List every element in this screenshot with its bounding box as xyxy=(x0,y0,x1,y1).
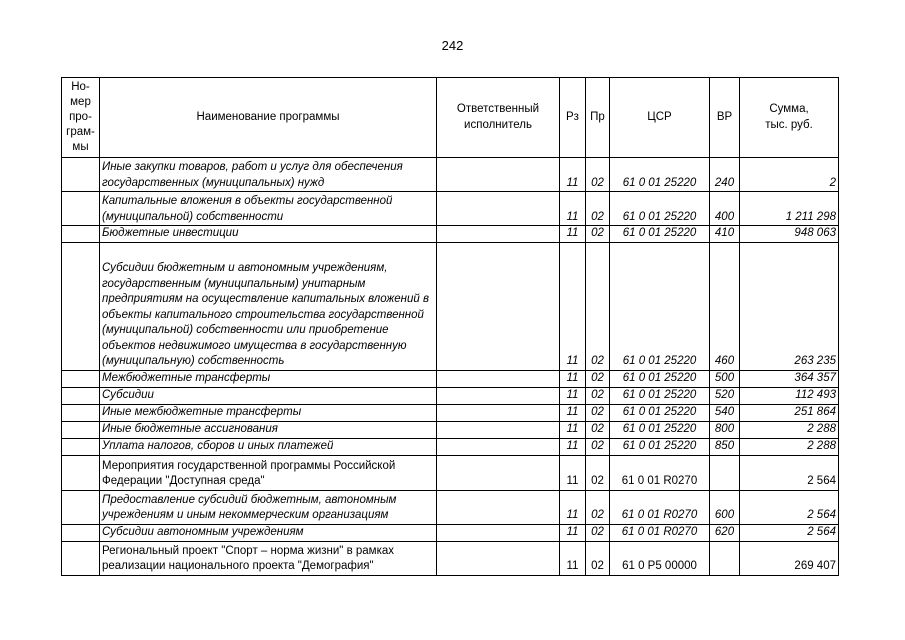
cell-responsible xyxy=(437,404,560,421)
cell-vr: 240 xyxy=(710,158,740,192)
table-row xyxy=(62,490,839,524)
cell-pr: 02 xyxy=(586,242,610,370)
cell-name: Иные межбюджетные трансферты xyxy=(100,404,437,421)
cell-responsible xyxy=(437,387,560,404)
cell-number xyxy=(62,242,100,370)
cell-rz: 11 xyxy=(560,387,586,404)
header-csr: ЦСР xyxy=(610,78,710,158)
cell-number xyxy=(62,387,100,404)
cell-vr xyxy=(710,541,740,575)
cell-responsible xyxy=(437,370,560,387)
cell-pr: 02 xyxy=(586,524,610,541)
cell-csr: 61 0 01 25220 xyxy=(610,438,710,455)
cell-sum: 269 407 xyxy=(740,541,839,575)
cell-pr: 02 xyxy=(586,438,610,455)
cell-name: Мероприятия государственной программы Российской Федерации "Доступная среда" xyxy=(100,455,437,490)
cell-name: Иные закупки товаров, работ и услуг для обеспечения государственных (муниципальных) нужд xyxy=(100,158,437,192)
cell-name: Предоставление субсидий бюджетным, автономным учреждениям и иным некоммерческим организациям xyxy=(100,490,437,524)
cell-number xyxy=(62,438,100,455)
cell-name: Уплата налогов, сборов и иных платежей xyxy=(100,438,437,455)
cell-number xyxy=(62,404,100,421)
cell-sum: 948 063 xyxy=(740,226,839,243)
cell-vr: 400 xyxy=(710,192,740,226)
cell-name: Субсидии автономным учреждениям xyxy=(100,524,437,541)
cell-number xyxy=(62,158,100,192)
cell-pr: 02 xyxy=(586,192,610,226)
cell-number xyxy=(62,490,100,524)
cell-rz: 11 xyxy=(560,421,586,438)
cell-pr: 02 xyxy=(586,226,610,243)
cell-vr: 620 xyxy=(710,524,740,541)
cell-number xyxy=(62,541,100,575)
cell-name: Субсидии xyxy=(100,387,437,404)
header-rz: Рз xyxy=(560,78,586,158)
table-row xyxy=(62,226,839,243)
cell-sum: 2 564 xyxy=(740,455,839,490)
page-number: 242 xyxy=(441,38,464,53)
cell-sum: 364 357 xyxy=(740,370,839,387)
cell-number xyxy=(62,370,100,387)
cell-vr: 600 xyxy=(710,490,740,524)
cell-responsible xyxy=(437,226,560,243)
cell-number xyxy=(62,455,100,490)
cell-responsible xyxy=(437,455,560,490)
cell-vr xyxy=(710,455,740,490)
header-sum xyxy=(740,78,839,158)
table-row xyxy=(62,192,839,226)
cell-rz: 11 xyxy=(560,490,586,524)
cell-rz: 11 xyxy=(560,455,586,490)
cell-csr: 61 0 01 R0270 xyxy=(610,490,710,524)
cell-name: Региональный проект "Спорт – норма жизни" в рамках реализации национального проекта "Демография" xyxy=(100,541,437,575)
header-name: Наименование программы xyxy=(100,78,437,158)
cell-pr: 02 xyxy=(586,404,610,421)
cell-sum: 2 288 xyxy=(740,421,839,438)
cell-sum: 2 xyxy=(740,158,839,192)
cell-responsible xyxy=(437,438,560,455)
cell-vr: 540 xyxy=(710,404,740,421)
cell-number xyxy=(62,192,100,226)
header-responsible: Ответственный исполнитель xyxy=(437,78,560,158)
cell-number xyxy=(62,524,100,541)
cell-vr: 410 xyxy=(710,226,740,243)
cell-responsible xyxy=(437,192,560,226)
cell-vr: 520 xyxy=(710,387,740,404)
cell-rz: 11 xyxy=(560,524,586,541)
cell-rz: 11 xyxy=(560,404,586,421)
cell-responsible xyxy=(437,242,560,370)
cell-vr: 800 xyxy=(710,421,740,438)
cell-csr: 61 0 01 25220 xyxy=(610,404,710,421)
cell-csr: 61 0 P5 00000 xyxy=(610,541,710,575)
cell-name: Иные бюджетные ассигнования xyxy=(100,421,437,438)
cell-responsible xyxy=(437,490,560,524)
cell-csr: 61 0 01 25220 xyxy=(610,387,710,404)
cell-rz: 11 xyxy=(560,438,586,455)
cell-responsible xyxy=(437,541,560,575)
cell-pr: 02 xyxy=(586,387,610,404)
cell-csr: 61 0 01 R0270 xyxy=(610,524,710,541)
cell-number xyxy=(62,226,100,243)
cell-vr: 460 xyxy=(710,242,740,370)
table-row xyxy=(62,524,839,541)
cell-csr: 61 0 01 25220 xyxy=(610,421,710,438)
cell-vr: 500 xyxy=(710,370,740,387)
budget-table xyxy=(61,77,839,576)
cell-sum: 263 235 xyxy=(740,242,839,370)
table-row xyxy=(62,438,839,455)
cell-csr: 61 0 01 R0270 xyxy=(610,455,710,490)
cell-rz: 11 xyxy=(560,370,586,387)
cell-number xyxy=(62,421,100,438)
cell-pr: 02 xyxy=(586,421,610,438)
cell-csr: 61 0 01 25220 xyxy=(610,192,710,226)
table-row xyxy=(62,404,839,421)
cell-sum: 2 564 xyxy=(740,490,839,524)
header-number-text: Но- мер про- грам- мы xyxy=(66,81,95,153)
cell-sum: 1 211 298 xyxy=(740,192,839,226)
cell-csr: 61 0 01 25220 xyxy=(610,226,710,243)
cell-pr: 02 xyxy=(586,455,610,490)
cell-name: Межбюджетные трансферты xyxy=(100,370,437,387)
cell-csr: 61 0 01 25220 xyxy=(610,158,710,192)
cell-name: Бюджетные инвестиции xyxy=(100,226,437,243)
cell-name: Капитальные вложения в объекты государственной (муниципальной) собственности xyxy=(100,192,437,226)
table-row xyxy=(62,421,839,438)
header-number xyxy=(62,78,100,158)
header-vr: ВР xyxy=(710,78,740,158)
cell-responsible xyxy=(437,524,560,541)
cell-sum: 251 864 xyxy=(740,404,839,421)
table-row xyxy=(62,158,839,192)
cell-rz: 11 xyxy=(560,242,586,370)
cell-csr: 61 0 01 25220 xyxy=(610,242,710,370)
cell-rz: 11 xyxy=(560,192,586,226)
table-row xyxy=(62,242,839,370)
cell-pr: 02 xyxy=(586,541,610,575)
cell-rz: 11 xyxy=(560,158,586,192)
table-header-row xyxy=(62,78,839,158)
cell-csr: 61 0 01 25220 xyxy=(610,370,710,387)
table-row xyxy=(62,455,839,490)
cell-responsible xyxy=(437,421,560,438)
table-row xyxy=(62,541,839,575)
cell-sum: 2 564 xyxy=(740,524,839,541)
cell-pr: 02 xyxy=(586,370,610,387)
cell-responsible xyxy=(437,158,560,192)
cell-sum: 112 493 xyxy=(740,387,839,404)
cell-rz: 11 xyxy=(560,226,586,243)
table-row xyxy=(62,387,839,404)
table-row xyxy=(62,370,839,387)
cell-vr: 850 xyxy=(710,438,740,455)
header-sum-text: Сумма, тыс. руб. xyxy=(765,103,813,131)
cell-pr: 02 xyxy=(586,158,610,192)
cell-sum: 2 288 xyxy=(740,438,839,455)
header-pr: Пр xyxy=(586,78,610,158)
cell-pr: 02 xyxy=(586,490,610,524)
cell-name: Субсидии бюджетным и автономным учреждениям, государственным (муниципальным) унитарным предприятиям на осуществление капитальных вложений в объекты капитального строительства государственной (муниципальной) собственности или приобретение объектов недвижимого имущества в государственную (муниципальную) собственность xyxy=(100,242,437,370)
cell-rz: 11 xyxy=(560,541,586,575)
